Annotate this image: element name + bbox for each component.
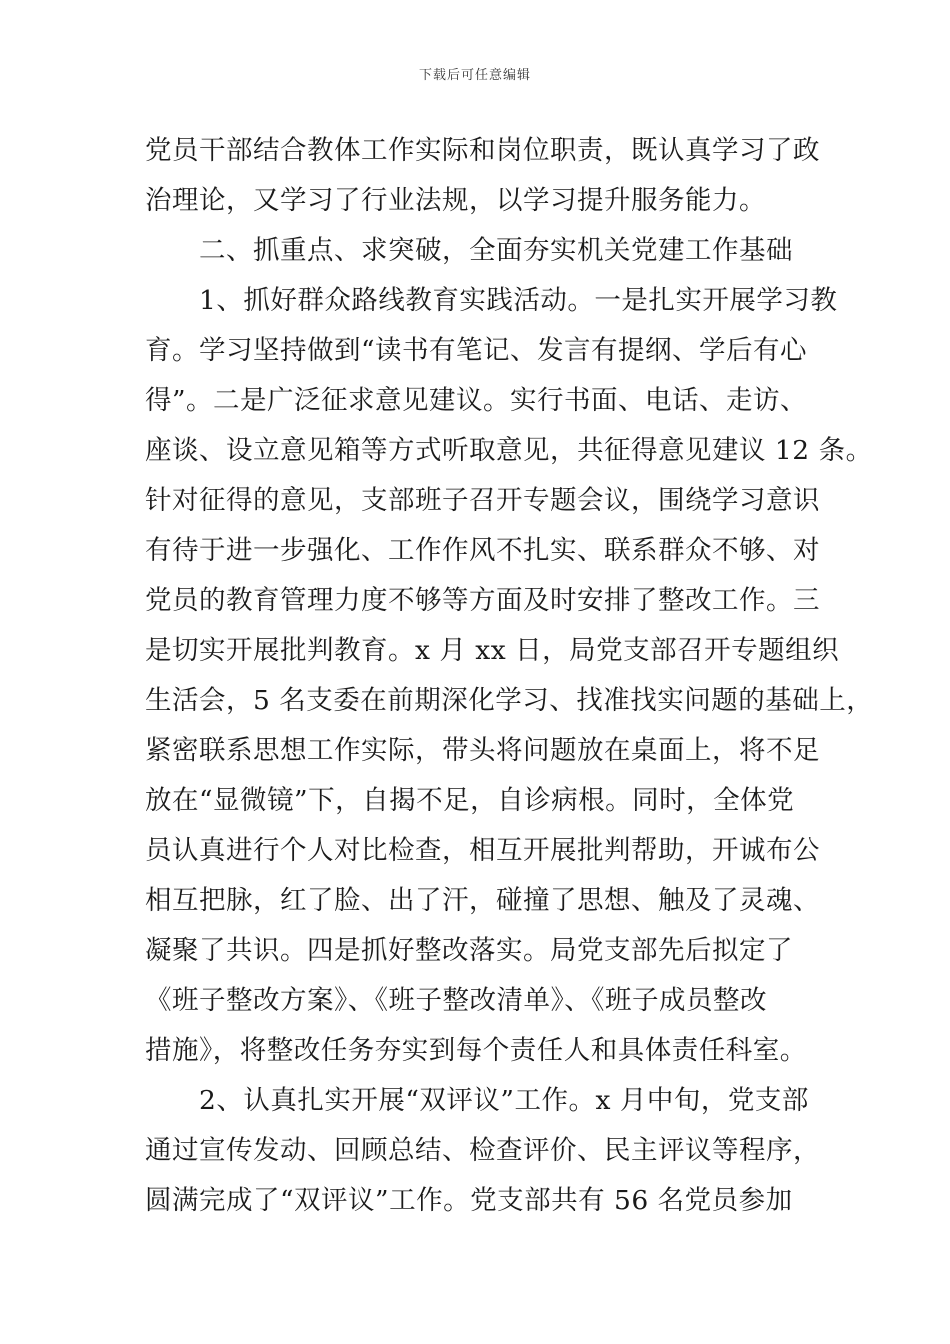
text-line: 得”。二是广泛征求意见建议。实行书面、电话、走访、	[145, 385, 808, 416]
text-line: 座谈、设立意见箱等方式听取意见，共征得意见建议 12 条。	[145, 435, 873, 466]
text-line: 圆满完成了“双评议”工作。党支部共有 56 名党员参加	[145, 1185, 793, 1216]
text-line: 治理论，又学习了行业法规，以学习提升服务能力。	[145, 185, 766, 216]
text-line: 育。学习坚持做到“读书有笔记、发言有提纲、学后有心	[145, 335, 808, 366]
text-line: 相互把脉，红了脸、出了汗，碰撞了思想、触及了灵魂、	[145, 885, 820, 916]
document-body	[145, 128, 874, 1228]
text-line: 员认真进行个人对比检查，相互开展批判帮助，开诚布公	[145, 835, 820, 866]
text-line: 紧密联系思想工作实际，带头将问题放在桌面上，将不足	[145, 735, 820, 766]
text-line: 通过宣传发动、回顾总结、检查评价、民主评议等程序，	[145, 1135, 820, 1166]
text-line: 《班子整改方案》、《班子整改清单》、《班子成员整改	[145, 985, 767, 1016]
text-line: 党员的教育管理力度不够等方面及时安排了整改工作。三	[145, 585, 820, 616]
text-line: 针对征得的意见，支部班子召开专题会议，围绕学习意识	[145, 485, 820, 516]
page-header: 下载后可任意编辑	[418, 68, 531, 83]
section-heading: 二、抓重点、求突破，全面夯实机关党建工作基础	[145, 235, 793, 266]
text-line: 措施》，将整改任务夯实到每个责任人和具体责任科室。	[145, 1035, 807, 1066]
text-line: 党员干部结合教体工作实际和岗位职责，既认真学习了政	[145, 135, 820, 166]
text-line: 2、认真扎实开展“双评议”工作。x 月中旬，党支部	[145, 1085, 809, 1116]
text-line: 放在“显微镜”下，自揭不足，自诊病根。同时，全体党	[145, 785, 795, 816]
text-line: 生活会，5 名支委在前期深化学习、找准找实问题的基础上，	[145, 685, 874, 716]
text-line: 是切实开展批判教育。x 月 xx 日，局党支部召开专题组织	[145, 635, 840, 666]
text-line: 有待于进一步强化、工作作风不扎实、联系群众不够、对	[145, 535, 820, 566]
text-line: 1、抓好群众路线教育实践活动。一是扎实开展学习教	[145, 285, 838, 316]
text-line: 凝聚了共识。四是抓好整改落实。局党支部先后拟定了	[145, 935, 793, 966]
